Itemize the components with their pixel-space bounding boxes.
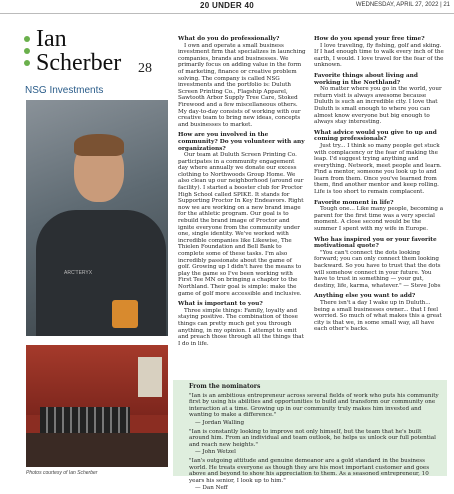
- answer: Three simple things: Family, loyalty and staying positive. The combination of those things can pretty much get you through anything, in my opinion. I attempt to emit and preach those through all the things that I do in life.: [178, 307, 304, 347]
- first-name: Ian: [36, 26, 67, 52]
- organization: NSG Investments: [25, 85, 104, 96]
- question: What do you do professionally?: [178, 36, 280, 42]
- answer: Just try... I think so many people get stuck with complacency or the fear of making the leap. I'd suggest trying anything and everything. Network, meet people and learn. Find a mentor, someone you look up to and learn from them. Once you've learned from them, find another mentor and keep rolling. Life is too short to remain complacent.: [314, 142, 442, 196]
- workshop-photo: [26, 345, 168, 467]
- mug-shape: [112, 300, 138, 328]
- portrait-photo: [26, 100, 168, 336]
- last-name: Scherber: [36, 50, 122, 76]
- section-title: 20 UNDER 40: [200, 1, 254, 10]
- nominator-quote: "Ian is an ambitious entrepreneur across several fields of work who puts his community first by using his abilities and opportunities to build and transform our community one interaction at a time. Growing up in our community truly makes him invested and wanting to make a difference.": [189, 392, 439, 419]
- question: How do you spend your free time?: [314, 36, 425, 42]
- question: Favorite things about living and working in the Northland?: [314, 72, 418, 86]
- profile-name: [22, 28, 172, 82]
- answer: There isn't a day I wake up in Duluth... being a small businesses owner... that I feel worried. So much of what makes this a great city is that we, in some small way, all have each other's backs.: [314, 299, 442, 333]
- window-shape: [138, 357, 162, 397]
- qa-column-left: [178, 36, 306, 351]
- nominators-box: [173, 380, 447, 492]
- question: How are you involved in the community? Do you volunteer with any organizations?: [178, 132, 305, 152]
- answer: Our team at Duluth Screen Printing Co. participates in a community engagement day where annually we donate our excess clothing to Northwoods Group Home. We also clean up our neighborhood (around our facility). I started a booster club for Proctor High School called SPIKE. It stands for Supporting Proctor In Key Endeavors. Right now we are working on a new brand image for the athletic program. Our goal is to rebuild the brand image of Proctor and ignite everyone from the community under one, single identity. We've worked with incredible companies like Likewise, The Thielen Foundation and Bell Bank to complete some of these tasks. I'm also incredibly passionate about the game of golf. Growing up I didn't have the means to play the game so I've been working with First Tee MN on bringing a chapter to the Northland. Their goal is simple: make the game of golf more accessible and inclusive.: [178, 152, 304, 297]
- page-header: [0, 0, 454, 14]
- jacket-logo: ARC'TERYX: [64, 270, 93, 276]
- nominators-title: From the nominators: [189, 383, 261, 390]
- nominator-quote: "Ian's outgoing attitude and genuine demeanor are a gold standard in the business world. He treats everyone as though they are his most important customer and goes above and beyond to show his appreciation to them. As a seasoned entrepreneur, 10 years his senior, I look up to him.": [189, 457, 430, 484]
- question: What advice would you give to up and coming professionals?: [314, 129, 437, 143]
- question: Who has inspired you or your favorite motivational quote?: [314, 236, 437, 250]
- nominator-name: — Dan Neff: [195, 485, 228, 492]
- answer: I love traveling, fly fishing, golf and skiing. If I had enough time to walk every inch of the earth, I would. I love travel for the fear of the unknown.: [314, 42, 444, 69]
- answer: I own and operate a small business investment firm that specializes in launching companies, brands and businesses. We primarily focus on adding value in the form of marketing, finance or creative problem solving. The company is called NSG investments and the portfolio is: Duluth Screen Printing Co., Flagship Apparel, Sawtooth Arbor Supply Tree Care, Stoked Firewood and a few miscellaneous others. My day-to-day consists of working with our creative team to bring new ideas, concepts and businesses to market.: [178, 42, 306, 128]
- answer: No matter where you go in the world, your return visit is always awesome because Duluth is such an incredible city. I love that Duluth is small enough to where you can almost know everyone but big enough to always stay interesting.: [314, 86, 442, 126]
- question: Favorite moment in life?: [314, 199, 394, 206]
- answer: "You can't connect the dots looking forward; you can only connect them looking backward. So you have to trust that the dots will somehow connect in your future. You have to trust in something — your gut, destiny, life, karma, whatever." — Steve Jobs: [314, 249, 441, 289]
- question: Anything else you want to add?: [314, 293, 416, 300]
- nominator-quote: "Ian is constantly looking to improve not only himself, but the team that he's built around him. From an individual and team outlook, he helps us unlock our full potential and reach new heights.": [189, 428, 436, 448]
- issue-date: WEDNESDAY, APRIL 27, 2022 | 21: [355, 2, 450, 8]
- answer: Tough one... Like many people, becoming a parent for the first time was a very special moment. A close second would be the summer I spent with my wife in Europe.: [314, 206, 444, 233]
- age: 28: [138, 61, 152, 76]
- nominator-name: — John Wetzel: [195, 449, 236, 456]
- jacket-shape: [36, 210, 166, 336]
- photo-credit: Photos courtesy of Ian Scherber: [26, 470, 98, 476]
- qa-column-right: [314, 36, 444, 337]
- nominators-content: [189, 384, 441, 494]
- bullet-dots-icon: [24, 36, 30, 72]
- profile-header: [22, 26, 172, 96]
- nominator-name: — Jordan Walling: [195, 419, 245, 426]
- question: What is important to you?: [178, 301, 263, 308]
- hair-shape: [74, 134, 124, 156]
- floor-shape: [26, 433, 168, 467]
